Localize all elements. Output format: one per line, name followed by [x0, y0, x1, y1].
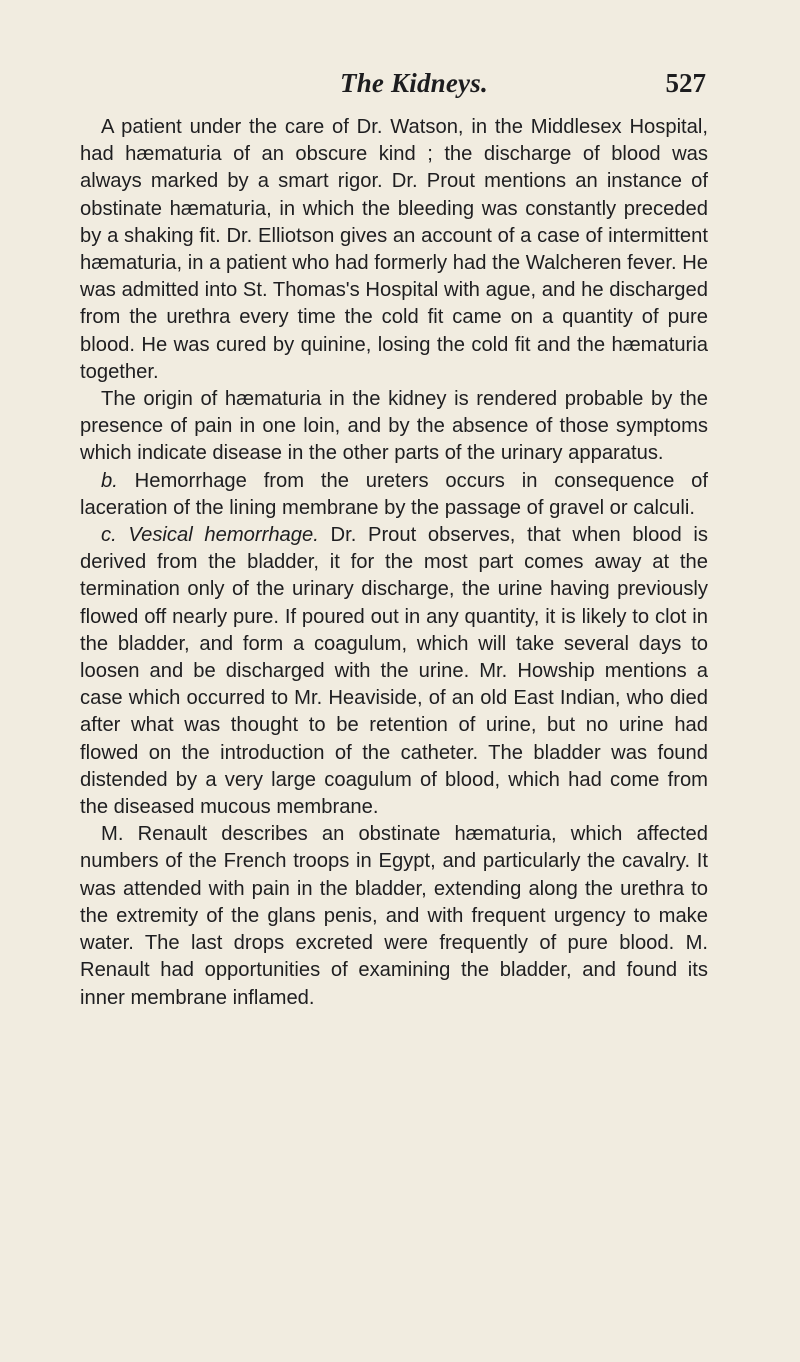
paragraph-origin-kidney	[80, 386, 708, 468]
section-heading: Vesical hemorrhage.	[128, 524, 319, 547]
paragraph-text: A patient under the care of Dr. Watson, in the Middlesex Hospital, had hæmaturia of an obscure kind ; the discharge of blood was always marked by a smart rigor. Dr. Prout mentions an instance of obstinate hæmaturia, in which the bleeding was constantly preceded by a shaking fit. Dr. Elliotson gives an account of a case of intermittent hæmaturia, in a patient who had formerly had the Walcheren fever. He was admitted into St. Thomas's Hospital with ague, and he discharged from the urethra every time the cold fit came on a quantity of pure blood. He was cured by quinine, losing the cold fit and the hæmaturia together.	[80, 116, 708, 383]
section-marker: b.	[101, 469, 118, 492]
page-header	[80, 68, 706, 108]
paragraph-ureters	[80, 468, 708, 522]
body-text	[80, 114, 708, 1012]
page-number: 527	[665, 68, 706, 98]
paragraph-text: Hemorrhage from the ureters occurs in consequence of laceration of the lining membrane by the passage of gravel or calculi.	[80, 469, 708, 519]
paragraph-text: The origin of hæmaturia in the kidney is rendered probable by the presence of pain in one loin, and by the absence of those symptoms which indicate disease in the other parts of the urinary apparatus.	[80, 388, 708, 465]
paragraph-renault	[80, 821, 708, 1011]
paragraph-text: Dr. Prout observes, that when blood is derived from the bladder, it for the most part comes away at the termination only of the urinary discharge, the urine having previously flowed off nearly pure. If poured out in any quantity, it is likely to clot in the bladder, and form a coagulum, which will take several days to loosen and be discharged with the urine. Mr. Howship mentions a case which occurred to Mr. Heaviside, of an old East Indian, who died after what was thought to be retention of urine, but no urine had flowed on the introduction of the catheter. The bladder was found distended by a very large coagulum of blood, which had come from the diseased mucous membrane.	[80, 524, 708, 819]
paragraph-watson-case	[80, 114, 708, 386]
paragraph-vesical-hemorrhage	[80, 522, 708, 821]
running-title: The Kidneys.	[340, 68, 488, 98]
section-marker: c.	[101, 524, 117, 547]
paragraph-text: M. Renault describes an obstinate hæmaturia, which affected numbers of the French troops in Egypt, and particularly the cavalry. It was attended with pain in the bladder, extending along the urethra to the extremity of the glans penis, and with frequent urgency to make water. The last drops excreted were frequently of pure blood. M. Renault had opportunities of examining the bladder, and found its inner membrane inflamed.	[80, 823, 708, 1009]
